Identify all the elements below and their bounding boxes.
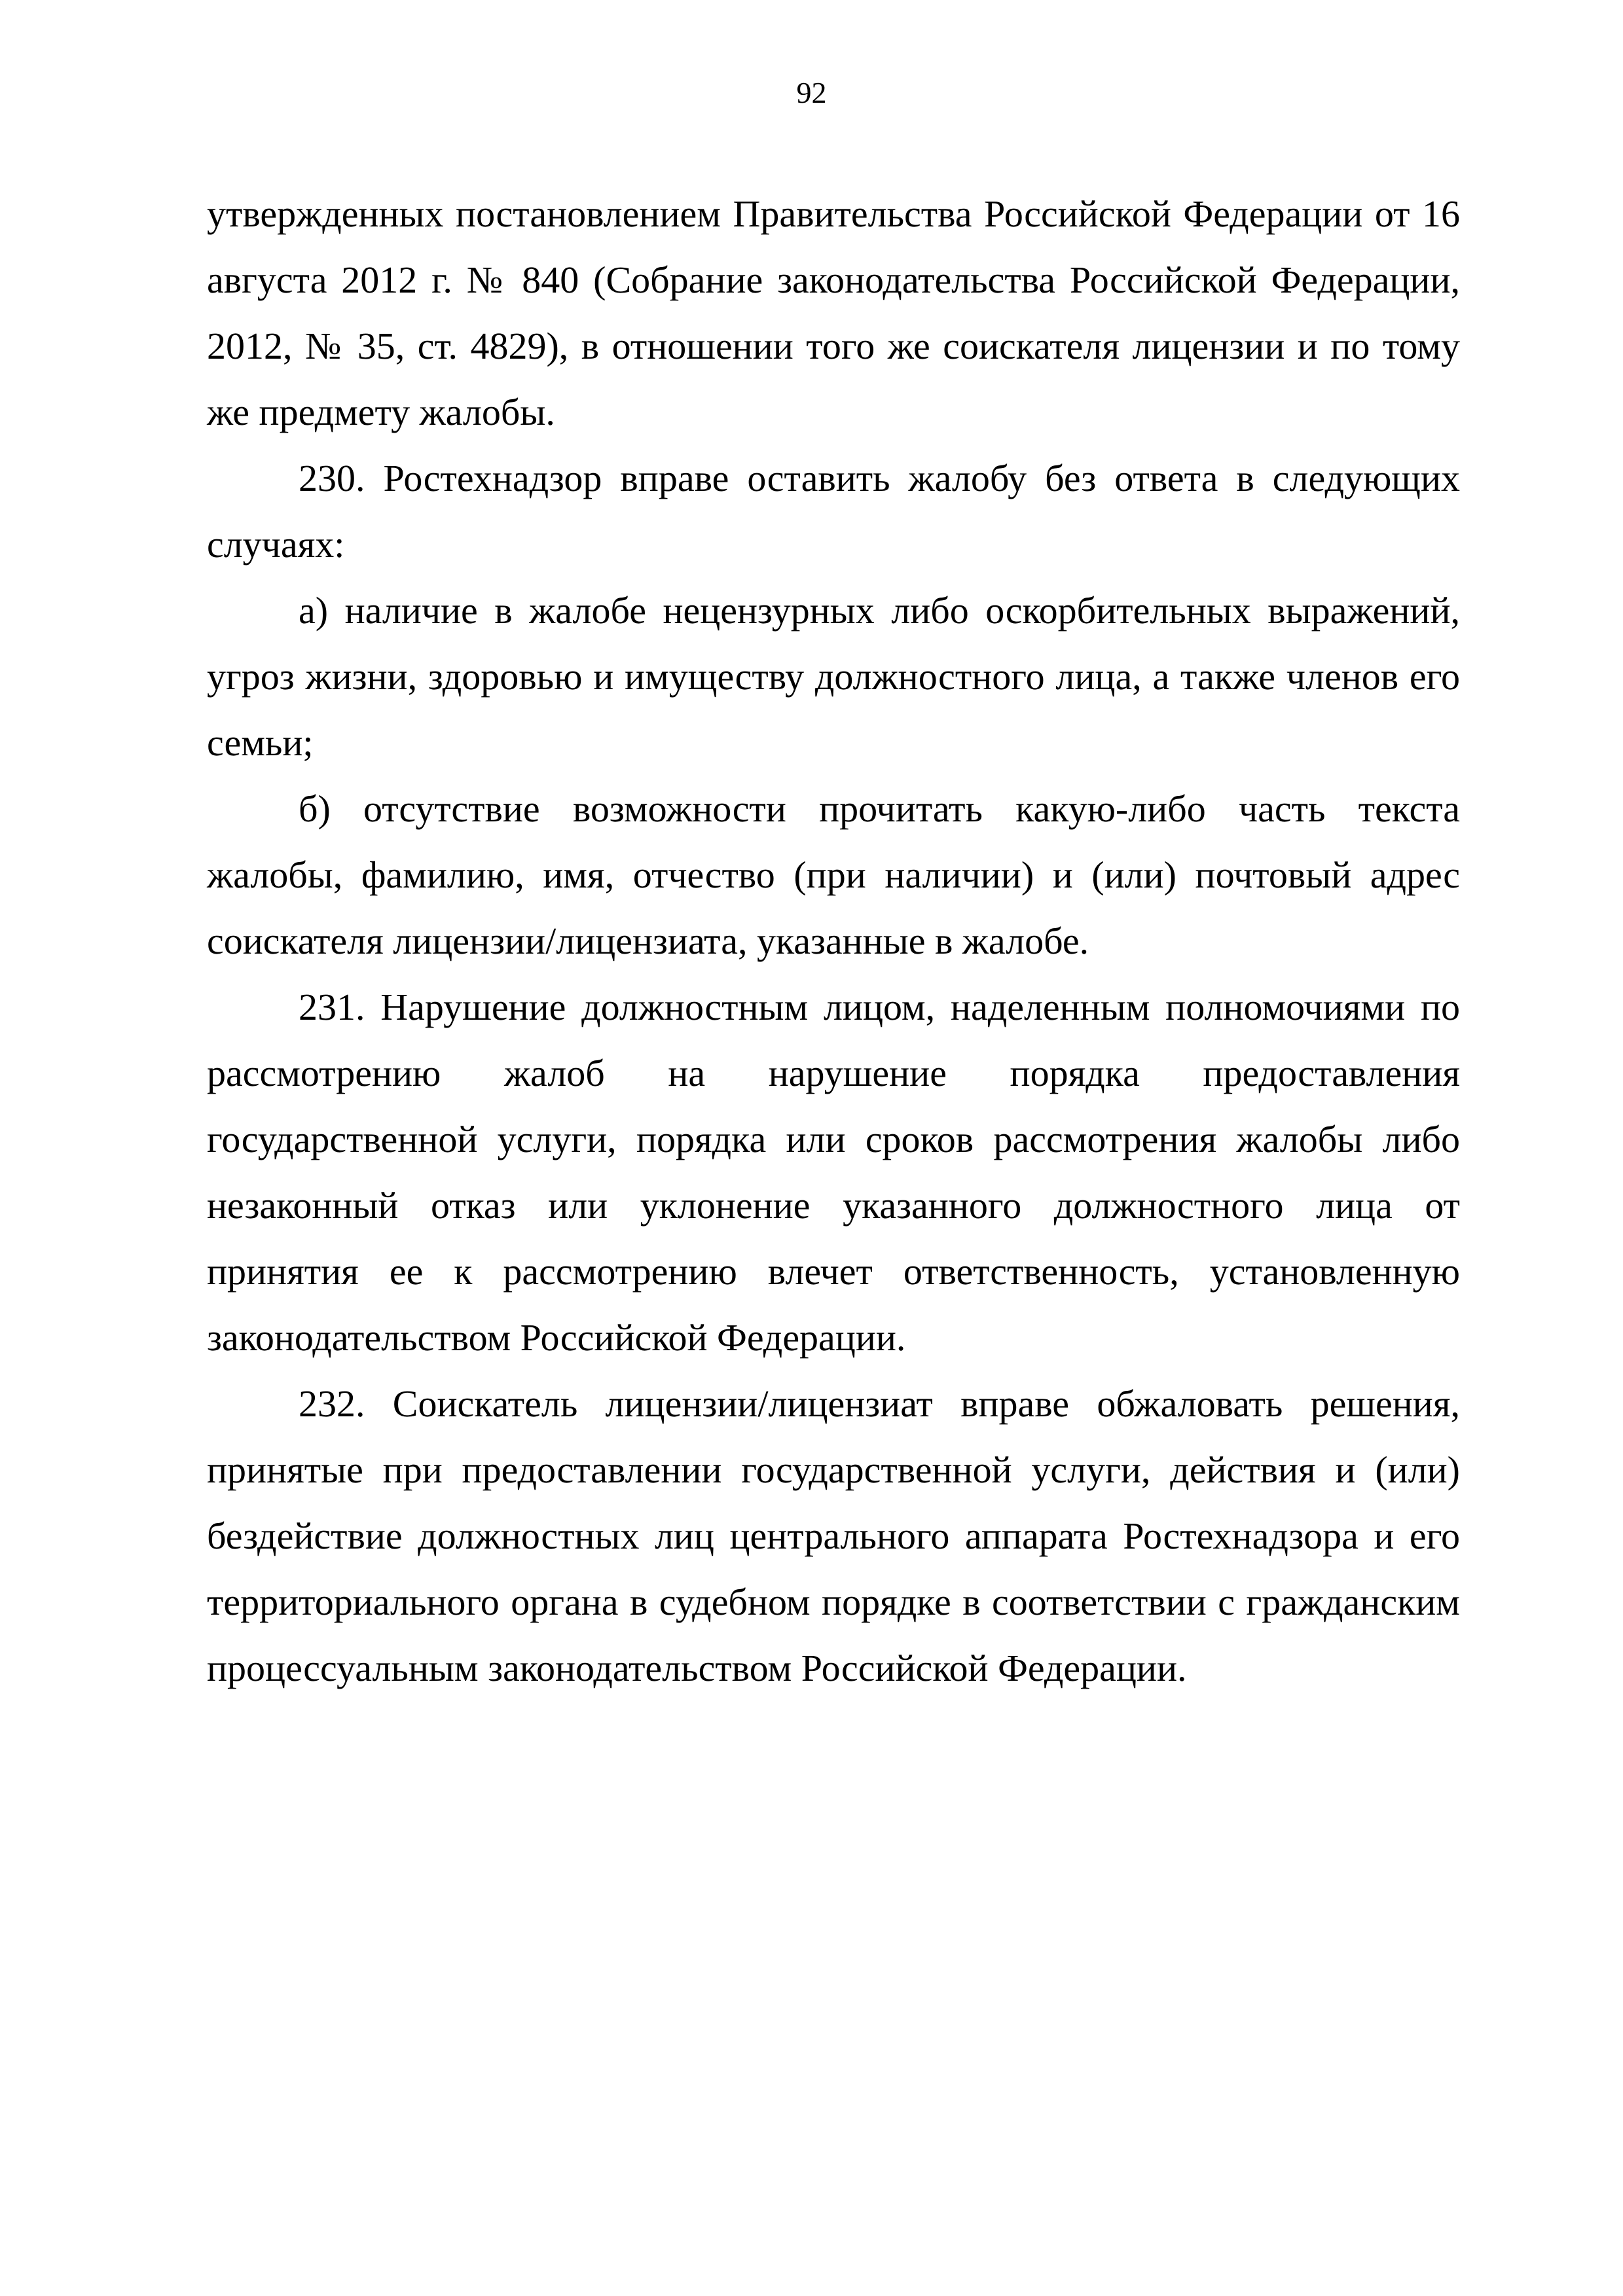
paragraph-231: 231. Нарушение должностным лицом, наделенным полномочиями по рассмотрению жалоб на нарушение порядка предоставления государственной услуги, порядка или сроков рассмотрения жалобы либо незаконный отказ или уклонение указанного должностного лица от принятия ее к рассмотрению влечет ответственность, установленную законодательством Российской Федерации. [207, 986, 1460, 1359]
paragraph-230-a: а) наличие в жалобе нецензурных либо оскорбительных выражений, угроз жизни, здоровью и имуществу должностного лица, а также членов его семьи; [207, 589, 1460, 764]
page-number: 92 [796, 76, 827, 109]
paragraph-232: 232. Соискатель лицензии/лицензиат вправе обжаловать решения, принятые при предоставлении государственной услуги, действия и (или) бездействие должностных лиц центрального аппарата Ростехнадзора и его территориального органа в судебном порядке в соответствии с гражданским процессуальным законодательством Российской Федерации. [207, 1382, 1460, 1689]
paragraph-230: 230. Ростехнадзор вправе оставить жалобу без ответа в следующих случаях: [207, 457, 1460, 565]
paragraph-230-b: б) отсутствие возможности прочитать какую-либо часть текста жалобы, фамилию, имя, отчество (при наличии) и (или) почтовый адрес соискателя лицензии/лицензиата, указанные в жалобе. [207, 787, 1460, 962]
paragraph-continuation: утвержденных постановлением Правительства Российской Федерации от 16 августа 2012 г. № 840 (Собрание законодательства Российской Федерации, 2012, № 35, ст. 4829), в отношении того же соискателя лицензии и по тому же предмету жалобы. [207, 192, 1460, 433]
document-body [207, 181, 1460, 1701]
